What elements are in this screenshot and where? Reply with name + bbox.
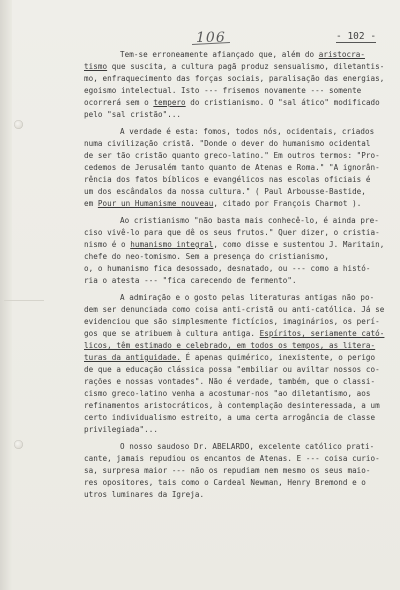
underlined-text: aristocra-: [318, 50, 365, 59]
text-segment: res opositores, tais como o Cardeal Newman, Henry Bremond e o: [84, 478, 366, 487]
text-line: [84, 424, 384, 436]
text-line: [84, 162, 384, 174]
text-segment: A verdade é esta: fomos, todos nós, ocidentais, criados: [120, 127, 375, 136]
text-segment: refinamentos aristocráticos, à contemplação desinteressada, a um: [84, 401, 380, 410]
underlined-text: Espíritos, seriamente cató-: [259, 329, 385, 338]
text-line: [84, 465, 384, 477]
text-segment: cante, jamais repudiou os encantos de Atenas. E --- coisa curio-: [84, 454, 380, 463]
text-line: [84, 186, 384, 198]
text-segment: que suscita, a cultura pagã produz sensualismo, diletantis-: [107, 62, 385, 71]
underlined-text: Pour un Humanisme nouveau: [97, 199, 214, 208]
text-line: [84, 376, 384, 388]
text-line: [84, 49, 384, 61]
text-line: [84, 304, 384, 316]
text-line: [84, 150, 384, 162]
text-segment: gos que se atribuem à cultura antiga.: [84, 329, 260, 338]
text-segment: rações e nossas vontades". Não é verdade, também, que o classi-: [84, 377, 376, 386]
text-line: [84, 453, 384, 465]
text-line: [84, 215, 384, 227]
text-line: [84, 388, 384, 400]
text-segment: de que a educação clássica possa "embiliar ou aviltar nossos co-: [84, 365, 380, 374]
text-segment: A admiração e o gosto pelas literaturas antigas não po-: [120, 293, 375, 302]
underlined-text: humanismo integral: [130, 240, 214, 249]
handwritten-page-number: 106: [196, 30, 226, 46]
text-line: [84, 61, 384, 73]
text-line: [84, 138, 384, 150]
text-segment: em: [84, 199, 98, 208]
text-segment: de ser tão cristão quanto greco-latino." Em outros termos: "Pro-: [84, 151, 380, 160]
text-segment: ocorrerá sem o: [84, 98, 154, 107]
text-segment: cismo greco-latino venha a acostumar-nos "ao diletantismo, aos: [84, 389, 371, 398]
text-segment: sa, surpresa maior --- não os repudiam nem mesmo os seus maio-: [84, 466, 371, 475]
text-line: [84, 340, 384, 352]
text-segment: dem ser denunciada como coisa anti-cristã ou anti-católica. Já se: [84, 305, 385, 314]
text-segment: ria o atesta --- "fica carecendo de fermento".: [84, 276, 297, 285]
text-segment: numa civilização cristã. "Donde o dever do humanismo ocidental: [84, 139, 371, 148]
text-segment: O nosso saudoso Dr. ABELARDO, excelente católico prati-: [120, 442, 375, 451]
text-segment: utros luminares da Igreja.: [84, 490, 205, 499]
text-segment: , citado por François Charmot ).: [213, 199, 362, 208]
text-line: [84, 263, 384, 275]
text-segment: mo, enfraquecimento das forças sociais, paralisação das energias,: [84, 74, 385, 83]
text-segment: do cristianismo. O "sal ático" modificado: [185, 98, 380, 107]
punch-hole: [14, 120, 23, 129]
text-line: [84, 477, 384, 489]
text-segment: nismo é o: [84, 240, 131, 249]
text-segment: Tem-se erroneamente afiançado que, além do: [120, 50, 319, 59]
text-line: [84, 364, 384, 376]
text-line: [84, 328, 384, 340]
text-segment: egoismo intelectual. Isto --- frisemos novamente --- somente: [84, 86, 362, 95]
text-line: [84, 400, 384, 412]
text-line: [84, 198, 384, 210]
text-segment: um dos escândalos da nossa cultura." ( Paul Arbousse-Bastide,: [84, 187, 366, 196]
text-line: [84, 239, 384, 251]
text-segment: ciso vivê-lo para que dê os seus frutos." Quer dizer, o cristia-: [84, 228, 380, 237]
text-segment: Ao cristianismo "não basta mais conhecê-lo, é ainda pre-: [120, 216, 379, 225]
text-line: [84, 275, 384, 287]
text-segment: chefe do neo-tomismo. Sem a presença do cristianismo,: [84, 252, 329, 261]
text-line: [84, 412, 384, 424]
text-segment: evidenciou que são simplesmente fictícios, imaginários, os perí-: [84, 317, 380, 326]
underlined-text: turas da antiguidade.: [84, 353, 182, 362]
text-line: [84, 109, 384, 121]
typewritten-body: [84, 44, 384, 501]
text-segment: , como disse e sustentou J. Maritain,: [213, 240, 385, 249]
text-segment: pelo "sal cristão"...: [84, 110, 182, 119]
text-line: [84, 441, 384, 453]
text-segment: privilegiada"...: [84, 425, 158, 434]
underlined-text: tismo: [84, 62, 108, 71]
paper-crease: [4, 300, 44, 301]
text-line: [84, 292, 384, 304]
text-line: [84, 85, 384, 97]
text-line: [84, 489, 384, 501]
text-line: [84, 316, 384, 328]
text-line: [84, 227, 384, 239]
punch-hole: [14, 440, 23, 449]
underlined-text: tempero: [153, 98, 186, 107]
text-line: [84, 73, 384, 85]
text-segment: É apenas quimérico, inexistente, o perigo: [181, 353, 376, 362]
text-line: [84, 251, 384, 263]
text-segment: certo individualismo estreito, a uma certa arrogância de classe: [84, 413, 376, 422]
paper-fold-shadow: [0, 0, 12, 590]
text-segment: o, o humanismo fica desossado, desnatado, ou --- como a histó-: [84, 264, 371, 273]
text-line: [84, 174, 384, 186]
underlined-text: licos, têm estimado e celebrado, em todos os tempos, as litera-: [84, 341, 376, 350]
text-segment: cedemos de Jerusalém tanto quanto de Atenas e Roma." "A ignorân-: [84, 163, 380, 172]
text-line: [84, 97, 384, 109]
typed-page-number: - 102 -: [336, 31, 377, 42]
text-line: [84, 352, 384, 364]
text-line: [84, 126, 384, 138]
text-segment: rência dos fatos bíblicos e evangélicos nas escolas oficiais é: [84, 175, 371, 184]
